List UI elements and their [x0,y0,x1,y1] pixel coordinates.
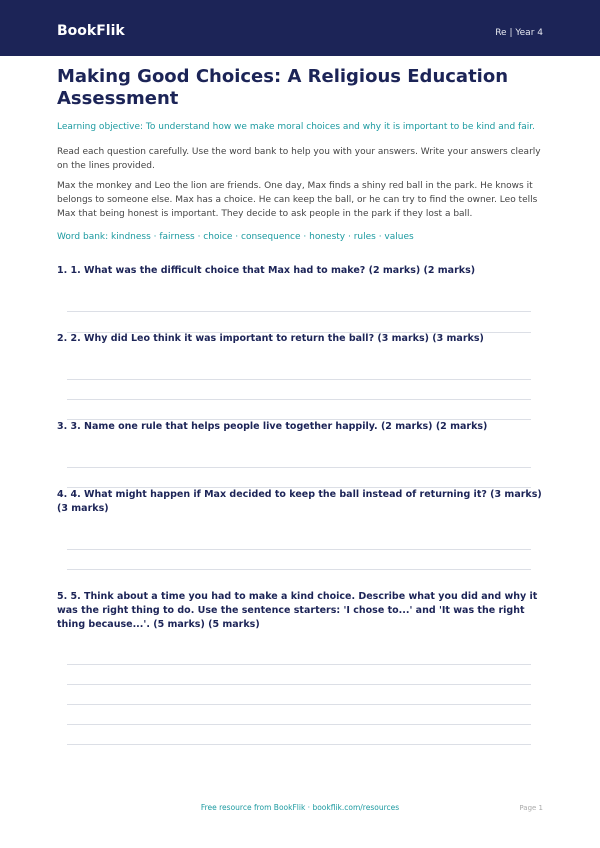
answer-line[interactable] [67,744,531,745]
header-bar [0,0,600,56]
answer-line[interactable] [67,664,531,665]
answer-line[interactable] [67,311,531,312]
page-number: Page 1 [519,804,543,812]
story-passage: Max the monkey and Leo the lion are friends. One day, Max finds a shiny red ball in the park. He knows it belongs to someone else. Max has a choice. He can keep the ball, or he can try to find the owner. Leo tells Max that being honest is important. They decide to ask people in the park if they lost a ball. [57,181,538,219]
question-2: 2. 2. Why did Leo think it was important to return the ball? (3 marks) (3 marks) [57,333,484,344]
brand-logo: BookFlik [57,23,125,39]
page-title: Making Good Choices: A Religious Education Assessment [57,66,509,109]
answer-line[interactable] [67,724,531,725]
answer-line[interactable] [67,467,531,468]
answer-line[interactable] [67,704,531,705]
answer-line[interactable] [67,399,531,400]
footer-link[interactable]: Free resource from BookFlik · bookflik.com/resources [200,803,400,812]
question-5: 5. 5. Think about a time you had to make a kind choice. Describe what you did and why it was the right thing to do. Use the sentence starters: 'I chose to...' and 'It was the right thing because...'. (5 marks) (5 marks) [57,591,538,630]
instructions: Read each question carefully. Use the word bank to help you with your answers. Write your answers clearly on the lines provided. [57,147,541,171]
question-4: 4. 4. What might happen if Max decided to keep the ball instead of returning it? (3 marks) (3 marks) [57,489,542,514]
answer-line[interactable] [67,549,531,550]
learning-objective: Learning objective: To understand how we make moral choices and why it is important to be kind and fair. [57,122,535,132]
subject-year: Re | Year 4 [495,28,543,38]
answer-line[interactable] [67,379,531,380]
question-1: 1. 1. What was the difficult choice that Max had to make? (2 marks) (2 marks) [57,265,476,276]
word-bank: Word bank: kindness · fairness · choice · consequence · honesty · rules · values [57,232,414,242]
answer-line[interactable] [67,684,531,685]
answer-line[interactable] [67,569,531,570]
question-3: 3. 3. Name one rule that helps people live together happily. (2 marks) (2 marks) [57,421,488,432]
